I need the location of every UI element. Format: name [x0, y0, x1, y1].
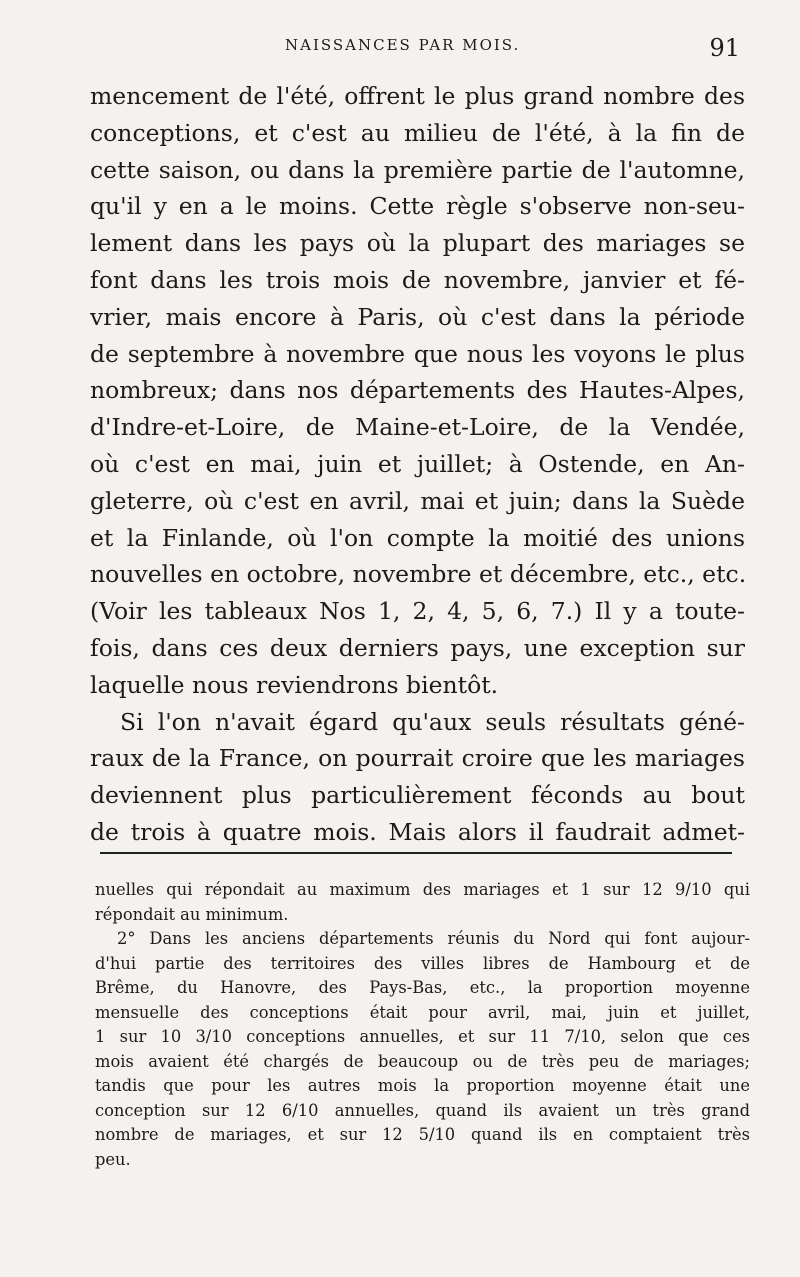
- body-line: gleterre, où c'est en avril, mai et juin; dans la Suède: [90, 486, 745, 515]
- body-line: vrier, mais encore à Paris, où c'est dans la période: [90, 302, 745, 331]
- body-line: lement dans les pays où la plupart des mariages se: [90, 229, 745, 258]
- body-line: de septembre à novembre que nous les voyons le plus: [90, 339, 745, 368]
- body-line: cette saison, ou dans la première partie de l'automne,: [90, 155, 745, 184]
- footnote-line: Brême, du Hanovre, des Pays-Bas, etc., la proportion moyenne: [95, 978, 750, 997]
- paragraph-start-line: Si l'on n'avait égard qu'aux seuls résultats géné-: [120, 707, 745, 736]
- footnote-line: 1 sur 10 3/10 conceptions annuelles, et sur 11 7/10, selon que ces: [95, 1027, 750, 1046]
- footnote-line: mensuelle des conceptions était pour avril, mai, juin et juillet,: [95, 1002, 750, 1022]
- footnote-line: nuelles qui répondait au maximum des mariages et 1 sur 12 9/10 qui: [95, 880, 750, 899]
- body-line: laquelle nous reviendrons bientôt.: [90, 670, 499, 699]
- body-line: mencement de l'été, offrent le plus grand nombre des: [90, 82, 745, 110]
- body-line: deviennent plus particulièrement féconds au bout: [90, 781, 745, 810]
- body-line: où c'est en mai, juin et juillet; à Ostende, en An-: [90, 449, 745, 478]
- page-header: [90, 36, 740, 66]
- footnote-line: mois avaient été chargés de beaucoup ou de très peu de mariages;: [95, 1051, 750, 1071]
- running-head: NAISSANCES PAR MOIS.: [285, 36, 521, 54]
- footnote-line: d'hui partie des territoires des villes libres de Hambourg et de: [95, 953, 750, 973]
- footnote-line: peu.: [95, 1149, 131, 1169]
- body-line: nombreux; dans nos départements des Hautes-Alpes,: [90, 376, 745, 405]
- body-line: qu'il y en a le moins. Cette règle s'observe non-seu-: [90, 192, 745, 221]
- footnote-line: tandis que pour les autres mois la proportion moyenne était une: [95, 1076, 750, 1095]
- body-line: nouvelles en octobre, novembre et décembre, etc., etc.: [90, 560, 747, 589]
- footnote-line: répondait au minimum.: [95, 904, 289, 924]
- footnote-line: conception sur 12 6/10 annuelles, quand ils avaient un très grand: [95, 1100, 750, 1120]
- body-line: conceptions, et c'est au milieu de l'été, à la fin de: [90, 118, 745, 147]
- body-line: font dans les trois mois de novembre, janvier et fé-: [90, 265, 745, 294]
- footnotes: [95, 878, 750, 1172]
- body-line: d'Indre-et-Loire, de Maine-et-Loire, de la Vendée,: [90, 413, 745, 442]
- footnote-divider: [100, 852, 732, 854]
- footnote-start-line: 2° Dans les anciens départements réunis du Nord qui font aujour-: [117, 929, 750, 948]
- body-line: et la Finlande, où l'on compte la moitié des unions: [90, 523, 745, 552]
- page-number: 91: [709, 34, 740, 62]
- footnote-line: nombre de mariages, et sur 12 5/10 quand ils en comptaient très: [95, 1125, 750, 1144]
- body-line: (Voir les tableaux Nos 1, 2, 4, 5, 6, 7.) Il y a toute-: [90, 597, 745, 626]
- body-text: [90, 78, 745, 851]
- body-line: raux de la France, on pourrait croire que les mariages: [90, 744, 745, 773]
- body-line: de trois à quatre mois. Mais alors il faudrait admet-: [90, 817, 745, 846]
- body-line: fois, dans ces deux derniers pays, une exception sur: [90, 633, 745, 662]
